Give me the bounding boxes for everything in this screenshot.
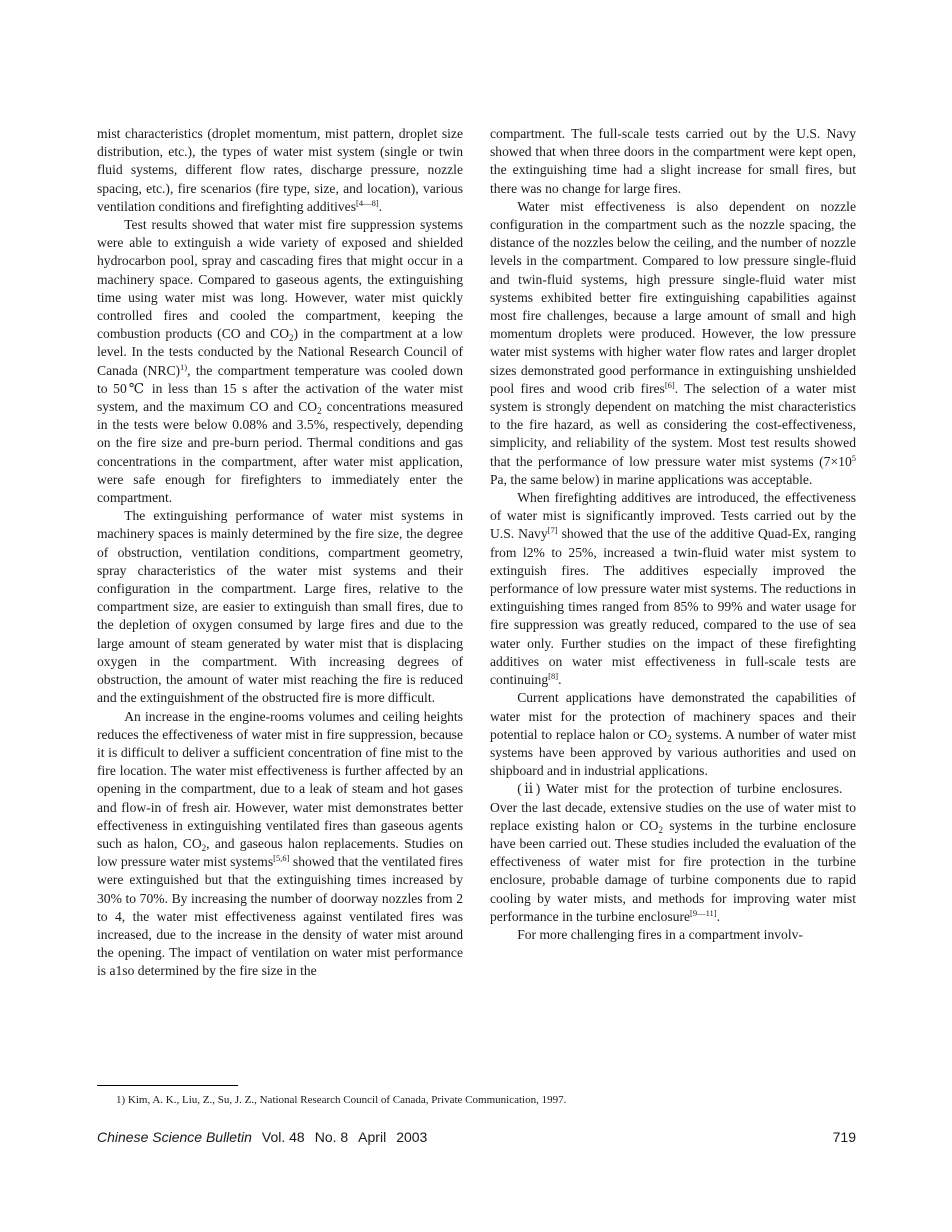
paragraph: compartment. The full-scale tests carried out by the U.S. Navy showed that when three doors in the compartment were kept open, the extinguishing time had a slight increase for small fires, but there was no change for large fires.: [490, 126, 856, 196]
issue-number: No. 8: [314, 1129, 349, 1145]
citation: [7]: [547, 525, 558, 536]
left-column: [97, 125, 463, 981]
paragraph: Water mist effectiveness is also dependent on nozzle configuration in the compartment such as the nozzle spacing, the distance of the nozzles below the ceiling, and the number of nozzle levels in the compartment. Compared to low pressure single-fluid and twin-fluid systems, high pressure single-fluid water mist systems exhibited better fire extinguishing capabilities against most fire challenges, because a large amount of small and high momentum droplets were produced. However, the low pressure water mist systems with higher water flow rates and larger droplet sizes demonstrated good performance in extinguishing unshielded pool fires and wood crib fires[6]. The selection of a water mist system is strongly dependent on matching the mist characteristics to the fire hazard, as well as considering the cost-effectiveness, simplicity, and reliability of the system. Most test results showed that the performance of low pressure water mist systems ($7\times 10^5$ Pa, the same below) in marine applications was acceptable.: [490, 198, 856, 487]
issue-month: April: [358, 1129, 387, 1145]
section-paragraph: (ⅱ) Water mist for the protection of turbine enclosures. Over the last decade, extensive studies on the use of water mist to replace existing halon or $CO_2$ systems in the turbine enclosure have been carried out. These studies included the evaluation of the effectiveness of water mist for fire protection in the turbine enclosure, probable damage of turbine components due to rapid cooling by water mists, and methods for improving water mist performance in the turbine enclosure[9—11].: [490, 781, 856, 924]
footnote: 1) Kim, A. K., Liu, Z., Su, J. Z., National Research Council of Canada, Private Communication, 1997.: [116, 1094, 567, 1106]
issue-year: 2003: [396, 1129, 428, 1145]
paragraph: When firefighting additives are introduced, the effectiveness of water mist is significantly improved. Tests carried out by the U.S. Navy[7] showed that the use of the additive Quad-Ex, ranging from l2% to 25%, increased a twin-fluid water mist system to extinguish fires. The additives especially improved the performance of low pressure water mist systems. The reductions in extinguishing times ranged from 85% to 99% and water usage for fire suppression was greatly reduced, compared to the use of sea water only. Further studies on the impact of these firefighting additives on water mist effectiveness in full-scale tests are continuing[8].: [490, 490, 856, 688]
paragraph: Test results showed that water mist fire suppression systems were able to extinguish a wide variety of exposed and shielded hydrocarbon pool, spray and cascading fires that might occur in a machinery space. Compared to gaseous agents, the extinguishing time using water mist was long. However, water mist quickly controlled fires and cooled the compartment, keeping the combustion products (CO and $CO_2$) in the compartment at a low level. In the tests conducted by the National Research Council of Canada (NRC)$^{1)}$, the compartment temperature was cooled down to 50℃ in less than 15 s after the activation of the water mist system, and the maximum CO and $CO_2$ concentrations measured in the tests were below 0.08% and 3.5%, respectively, depending on the fire size and pre-burn period. Thermal conditions and gas concentrations in the compartment, after water mist application, were safe enough for firefighters to immediately enter the compartment.: [97, 217, 463, 506]
citation: [6]: [664, 379, 675, 390]
paragraph: The extinguishing performance of water mist systems in machinery spaces is mainly determined by the fire size, the degree of obstruction, ventilation conditions, compartment geometry, spray characteristics of the water mist systems and their configuration in the compartment. Large fires, relative to the compartment size, are easier to extinguish than small fires, due to the depletion of oxygen consumed by large fires and due to the large amount of steam generated by water mist that is displacing oxygen in the compartment. With increasing degrees of obstruction, the amount of water mist reaching the fire is reduced and the extinguishment of the obstructed fire is more difficult.: [97, 508, 463, 706]
citation: [5,6]: [273, 853, 290, 864]
citation: [8]: [548, 671, 559, 682]
citation: [9—11]: [690, 907, 717, 918]
paragraph: mist characteristics (droplet momentum, mist pattern, droplet size distribution, etc.), the types of water mist system (single or twin fluid systems, different flow rates, discharge pressure, nozzle spacing, etc.), fire scenarios (fire type, size, and location), various ventilation conditions and firefighting additives[4—8].: [97, 126, 463, 214]
footnote-marker: 1): [180, 361, 188, 372]
paragraph: An increase in the engine-rooms volumes and ceiling heights reduces the effectiveness of water mist in fire suppression, because it is difficult to deliver a sufficient concentration of fine mist to the fire location. The water mist effectiveness is further affected by an opening in the compartment, due to a leak of steam and hot gases and flow-in of fresh air. However, water mist demonstrates better effectiveness in extinguishing ventilated fires than gaseous agents such as halon, $CO_2$, and gaseous halon replacements. Studies on low pressure water mist systems[5,6] showed that the ventilated fires were extinguished but that the extinguishing times increased by 30% to 70%. By increasing the number of doorway nozzles from 2 to 4, the water mist effectiveness against ventilated fires was increased, due to the increase in the density of water mist around the opening. The impact of ventilation on water mist performance is a1so determined by the fire size in the: [97, 708, 463, 979]
footnote-divider: [97, 1085, 238, 1086]
running-footer: [97, 1129, 427, 1145]
paragraph: For more challenging fires in a compartment involv-: [517, 926, 803, 942]
citation: [4—8]: [356, 197, 379, 208]
paragraph: Current applications have demonstrated the capabilities of water mist for the protection of machinery spaces and their potential to replace halon or $CO_2$ systems. A number of water mist systems have been approved by various authorities and used on shipboard and in industrial applications.: [490, 690, 856, 779]
volume: Vol. 48: [261, 1129, 305, 1145]
right-column: [490, 125, 856, 944]
journal-name: Chinese Science Bulletin: [97, 1129, 252, 1145]
page-number: 719: [832, 1129, 856, 1145]
